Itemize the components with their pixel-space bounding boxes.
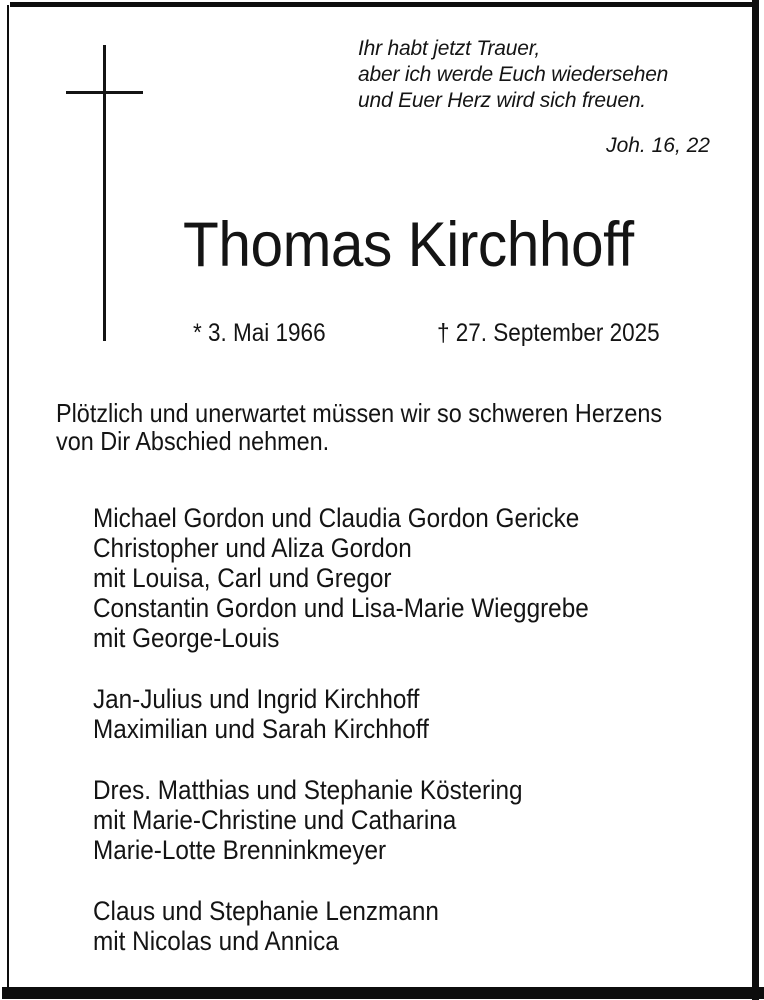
text-line: mit George-Louis (93, 623, 280, 653)
text-line: und Euer Herz wird sich freuen. (358, 89, 646, 112)
mourner-group (93, 896, 723, 956)
bible-quote-source: Joh. 16, 22 (606, 134, 710, 157)
cross-icon-vertical-bar (103, 45, 106, 341)
text-line: Maximilian und Sarah Kirchhoff (93, 714, 429, 744)
text-line: aber ich werde Euch wiedersehen (358, 63, 669, 86)
text-line: Jan-Julius und Ingrid Kirchhoff (93, 684, 420, 714)
death-date: † 27. September 2025 (437, 319, 660, 347)
farewell-message (56, 399, 758, 455)
bible-quote (358, 36, 710, 114)
frame-border-right (752, 0, 759, 1000)
mourners-list (93, 503, 723, 987)
text-line: Dres. Matthias und Stephanie Köstering (93, 775, 523, 805)
frame-border-left (7, 5, 9, 987)
deceased-name: Thomas Kirchhoff (183, 210, 634, 280)
mourner-group (93, 684, 723, 744)
frame-border-top (10, 2, 758, 7)
text-line: Marie-Lotte Brenninkmeyer (93, 835, 387, 865)
text-line: Christopher und Aliza Gordon (93, 533, 412, 563)
text-line: mit Louisa, Carl und Gregor (93, 563, 392, 593)
text-line: Ihr habt jetzt Trauer, (358, 37, 540, 60)
mourner-group (93, 775, 723, 865)
text-line: Plötzlich und unerwartet müssen wir so schweren Herzens (56, 398, 663, 428)
text-line: mit Marie-Christine und Catharina (93, 805, 457, 835)
frame-border-bottom (2, 987, 764, 999)
text-line: Michael Gordon und Claudia Gordon Gericke (93, 503, 580, 533)
cross-icon-horizontal-bar (66, 91, 143, 94)
birth-date: * 3. Mai 1966 (193, 319, 326, 347)
text-line: Constantin Gordon und Lisa-Marie Wieggrebe (93, 593, 589, 623)
text-line: von Dir Abschied nehmen. (56, 426, 330, 456)
text-line: mit Nicolas und Annica (93, 926, 339, 956)
mourner-group (93, 503, 723, 653)
text-line: Claus und Stephanie Lenzmann (93, 896, 439, 926)
